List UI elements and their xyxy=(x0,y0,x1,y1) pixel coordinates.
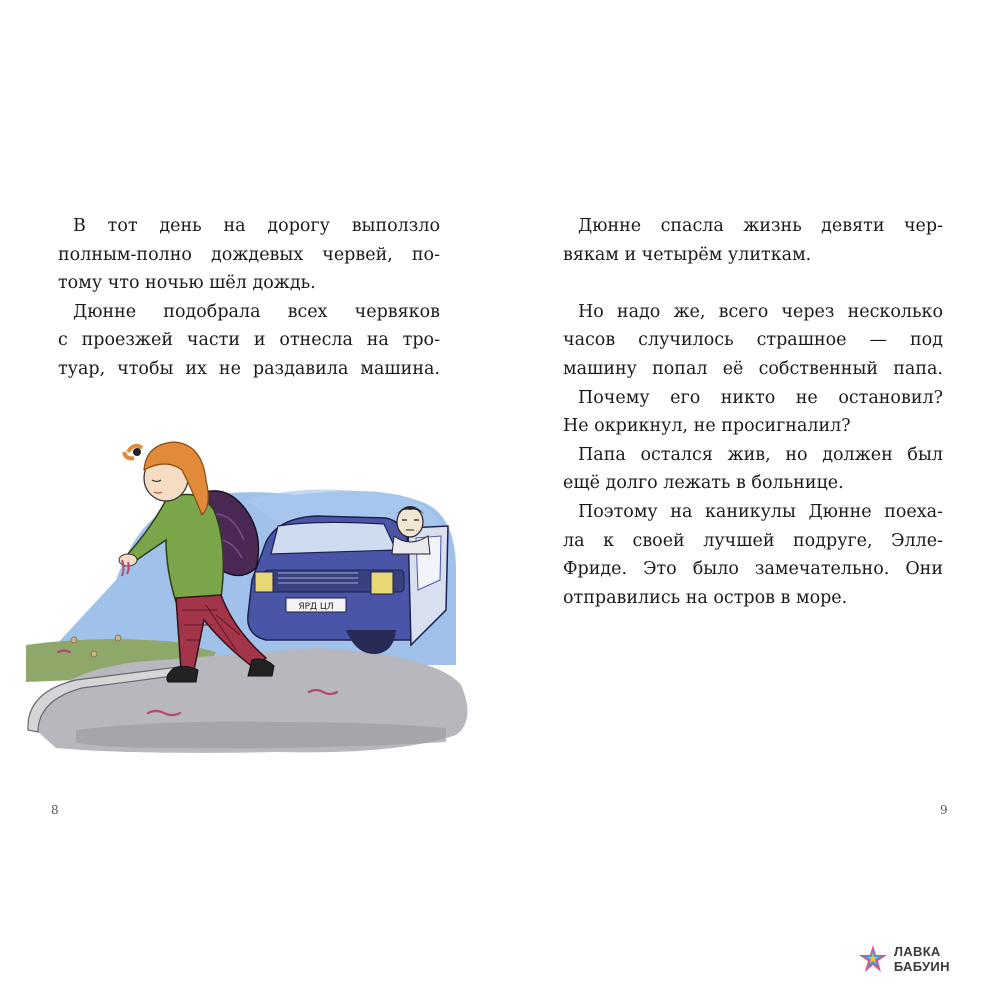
star-icon xyxy=(858,944,888,974)
right-page-text xyxy=(563,212,943,612)
text-line: Дюнне подобрала всех червяков xyxy=(73,301,440,322)
text-line: с проезжей части и отнесла на тро- xyxy=(58,330,440,351)
watermark-text: ЛАВКА БАБУИН xyxy=(893,944,950,974)
paragraph-gap xyxy=(563,269,943,298)
text-line: тому что ночью шёл дождь. xyxy=(58,273,316,294)
text-line: Фриде. Это было замечательно. Они xyxy=(563,559,943,580)
text-line: В тот день на дорогу выползло xyxy=(73,216,440,236)
page-number-left: 8 xyxy=(51,803,59,817)
car xyxy=(248,516,448,654)
text-line: Не окрикнул, не просигналил? xyxy=(563,416,851,437)
left-page-text xyxy=(58,212,440,384)
text-line: Папа остался жив, но должен был xyxy=(578,444,943,465)
text-line: часов случилось страшное — под xyxy=(563,330,943,351)
license-plate-text: ЯРД ЦЛ xyxy=(298,602,334,612)
text-line: Дюнне спасла жизнь девяти чер- xyxy=(578,216,943,236)
text-line: полным-полно дождевых червей, по- xyxy=(58,244,440,265)
right-page xyxy=(500,0,1000,1000)
text-line: туар, чтобы их не раздавила машина. xyxy=(58,358,440,379)
watermark-logo xyxy=(858,944,1000,974)
text-line: отправились на остров в море. xyxy=(563,587,848,608)
text-line: Поэтому на каникулы Дюнне поеха- xyxy=(578,501,943,522)
text-line: Но надо же, всего через несколько xyxy=(578,301,943,322)
text-line: ла к своей лучшей подруге, Элле- xyxy=(563,530,943,551)
text-line: ещё долго лежать в больнице. xyxy=(563,473,844,494)
text-line: вякам и четырём улиткам. xyxy=(563,244,812,265)
page-number-right: 9 xyxy=(940,803,948,817)
text-line: Почему его никто не остановил? xyxy=(578,387,943,408)
text-line: машину попал её собственный папа. xyxy=(563,358,943,379)
illustration-girl-and-car xyxy=(16,430,476,760)
